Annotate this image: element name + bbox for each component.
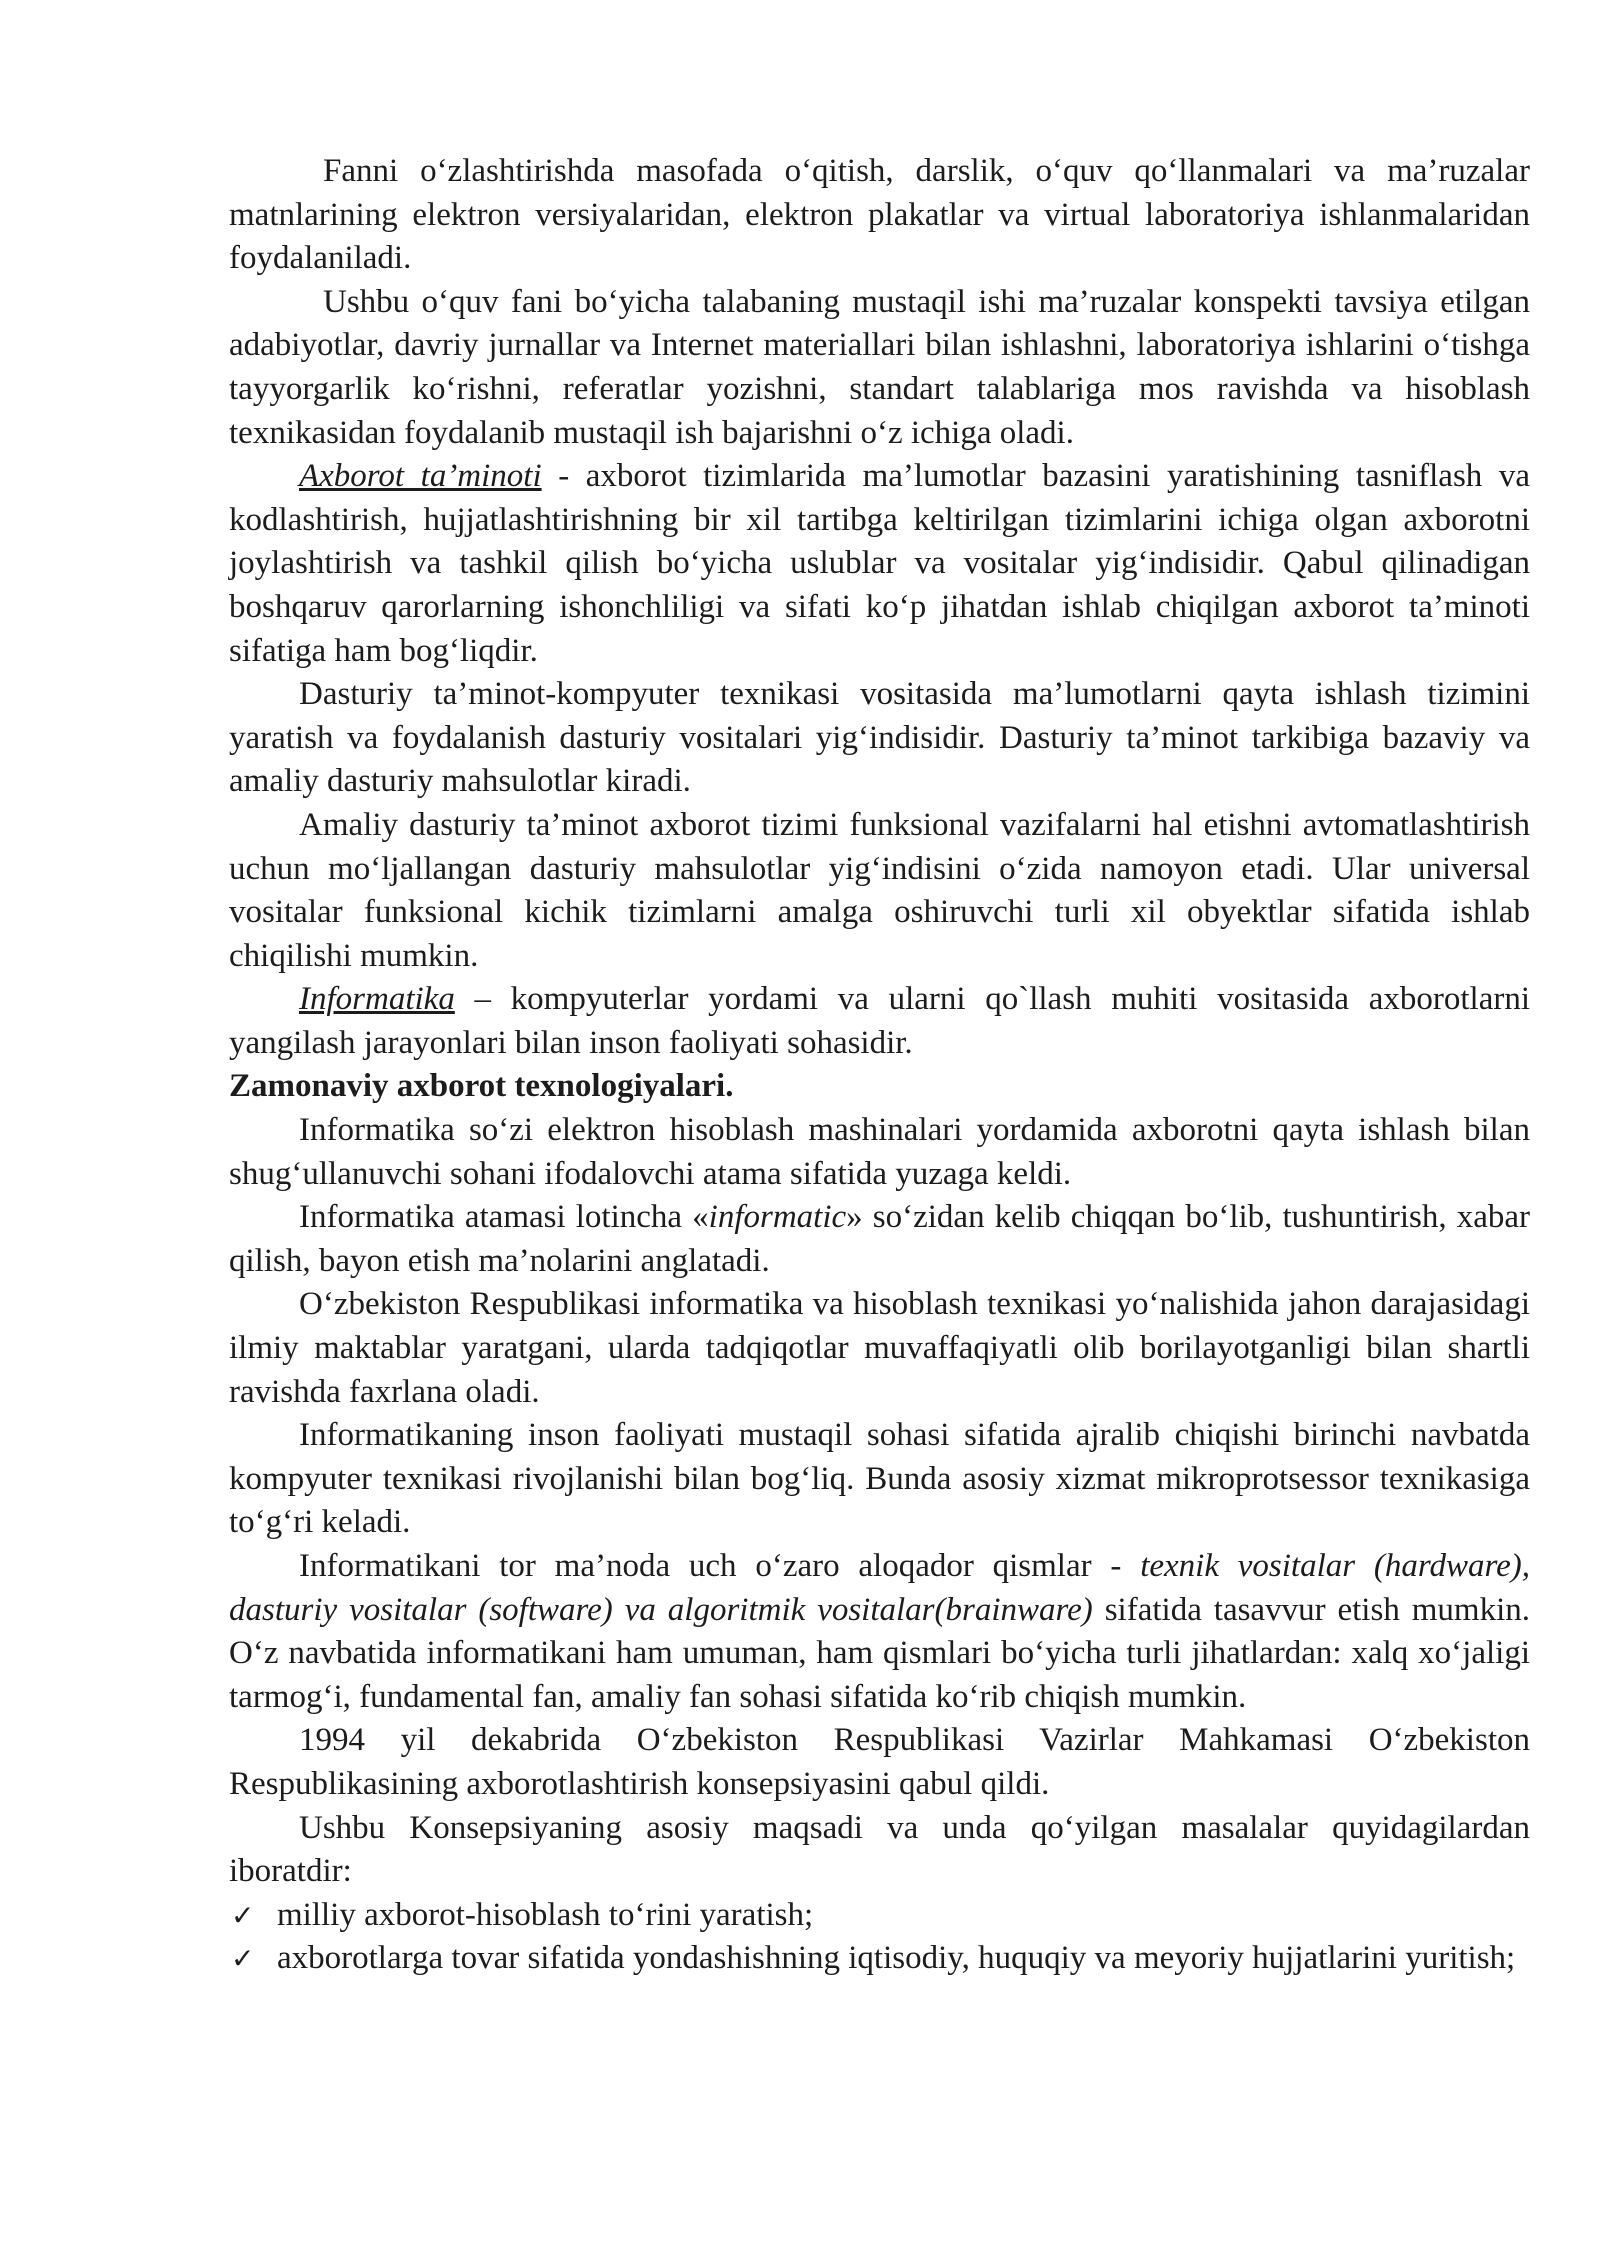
paragraph <box>229 455 1530 673</box>
checklist <box>229 1894 1530 1981</box>
list-item <box>229 1937 1530 1981</box>
paragraph-text: – kompyuterlar yordami va ularni qo`llash muhiti vositasida axborotlarni yangilash jarayonlari bilan inson faoliyati sohasidir. <box>229 981 1530 1061</box>
term-axborot-taminoti: Axborot ta’minoti <box>299 458 542 495</box>
paragraph: Informatika so‘zi elektron hisoblash mashinalari yordamida axborotni qayta ishlash bilan shug‘ullanuvchi sohani ifodalovchi atama sifatida yuzaga keldi. <box>229 1112 1530 1192</box>
italic-term: informatic <box>708 1199 847 1236</box>
paragraph: Informatikaning inson faoliyati mustaqil sohasi sifatida ajralib chiqishi birinchi navbatda kompyuter texnikasi rivojlanishi bilan bog‘liq. Bunda asosiy xizmat mikroprotsessor texnikasiga to‘g‘ri keladi. <box>229 1417 1530 1541</box>
italic-phrase: texnik vositalar (hardware), dasturiy vositalar (software) va algoritmik vositalar(brainware) <box>229 1548 1530 1628</box>
section-heading: Zamonaviy axborot texnologiyalari. <box>229 1068 734 1105</box>
paragraph <box>229 978 1530 1065</box>
paragraph <box>229 1196 1530 1283</box>
paragraph: Ushbu o‘quv fani bo‘yicha talabaning mustaqil ishi ma’ruzalar konspekti tavsiya etilgan adabiyotlar, davriy jurnallar va Internet materiallari bilan ishlashni, laboratoriya ishlarini o‘tishga tayyorgarlik ko‘rishni, referatlar yozishni, standart talablariga mos ravishda va hisoblash texnikasidan foydalanib mustaqil ish bajarishni o‘z ichiga oladi. <box>229 283 1530 451</box>
term-informatika: Informatika <box>299 981 455 1018</box>
paragraph <box>229 1545 1530 1719</box>
paragraph-text: Informatikani tor ma’noda uch o‘zaro aloqador qismlar - <box>299 1548 1141 1584</box>
paragraph-text: Informatika atamasi lotincha « <box>299 1199 709 1236</box>
paragraph: 1994 yil dekabrida O‘zbekiston Respublikasi Vazirlar Mahkamasi O‘zbekiston Respublikasining axborotlashtirish konsepsiyasini qabul qildi. <box>229 1722 1530 1802</box>
paragraph: Ushbu Konsepsiyaning asosiy maqsadi va unda qo‘yilgan masalalar quyidagilardan iboratdir: <box>229 1809 1530 1890</box>
paragraph-text: sifatida tasavvur etish mumkin. O‘z navbatida informatikani ham umuman, ham qismlari bo‘yicha turli jihatlardan: xalq xo‘jaligi tarmog‘i, fundamental fan, amaliy fan sohasi sifatida ko‘rib chiqish mumkin. <box>229 1591 1530 1715</box>
list-item-text: milliy axborot-hisoblash to‘rini yaratish; <box>277 1896 814 1933</box>
paragraph: Amaliy dasturiy ta’minot axborot tizimi funksional vazifalarni hal etishni avtomatlashtirish uchun mo‘ljallangan dasturiy mahsulotlar yig‘indisini o‘zida namoyon etadi. Ular universal vositalar funksional kichik tizimlarni amalga oshiruvchi turli xil obyektlar sifatida ishlab chiqilishi mumkin. <box>229 806 1530 974</box>
list-item-text: axborotlarga tovar sifatida yondashishning iqtisodiy, huquqiy va meyoriy hujjatlarini yuritish; <box>277 1940 1516 1977</box>
paragraph-text: » so‘zidan kelib chiqqan bo‘lib, tushuntirish, xabar qilish, bayon etish ma’nolarini anglatadi. <box>229 1199 1530 1279</box>
paragraph: Fanni o‘zlashtirishda masofada o‘qitish, darslik, o‘quv qo‘llanmalari va ma’ruzalar matnlarining elektron versiyalaridan, elektron plakatlar va virtual laboratoriya ishlanmalaridan foydalaniladi. <box>229 153 1530 277</box>
paragraph: O‘zbekiston Respublikasi informatika va hisoblash texnikasi yo‘nalishida jahon darajasidagi ilmiy maktablar yaratgani, ularda tadqiqotlar muvaffaqiyatli olib borilayotganligi bilan shartli ravishda faxrlana oladi. <box>229 1286 1530 1410</box>
paragraph-text: - axborot tizimlarida ma’lumotlar bazasini yaratishining tasniflash va kodlashtirish, hujjatlashtirishning bir xil tartibga keltirilgan tizimlarini ichiga olgan axborotni joylashtirish va tashkil qilish bo‘yicha uslublar va vositalar yig‘indisidir. Qabul qilinadigan boshqaruv qarorlarning ishonchliligi va sifati ko‘p jihatdan ishlab chiqilgan axborot ta’minoti sifatiga ham bog‘liqdir. <box>229 458 1531 669</box>
paragraph: Dasturiy ta’minot-kompyuter texnikasi vositasida ma’lumotlarni qayta ishlash tizimini yaratish va foydalanish dasturiy vositalari yig‘indisidir. Dasturiy ta’minot tarkibiga bazaviy va amaliy dasturiy mahsulotlar kiradi. <box>229 676 1530 800</box>
list-item <box>229 1894 1530 1938</box>
checkmark-icon: ✓ <box>231 1942 255 1976</box>
checkmark-icon: ✓ <box>231 1898 255 1932</box>
